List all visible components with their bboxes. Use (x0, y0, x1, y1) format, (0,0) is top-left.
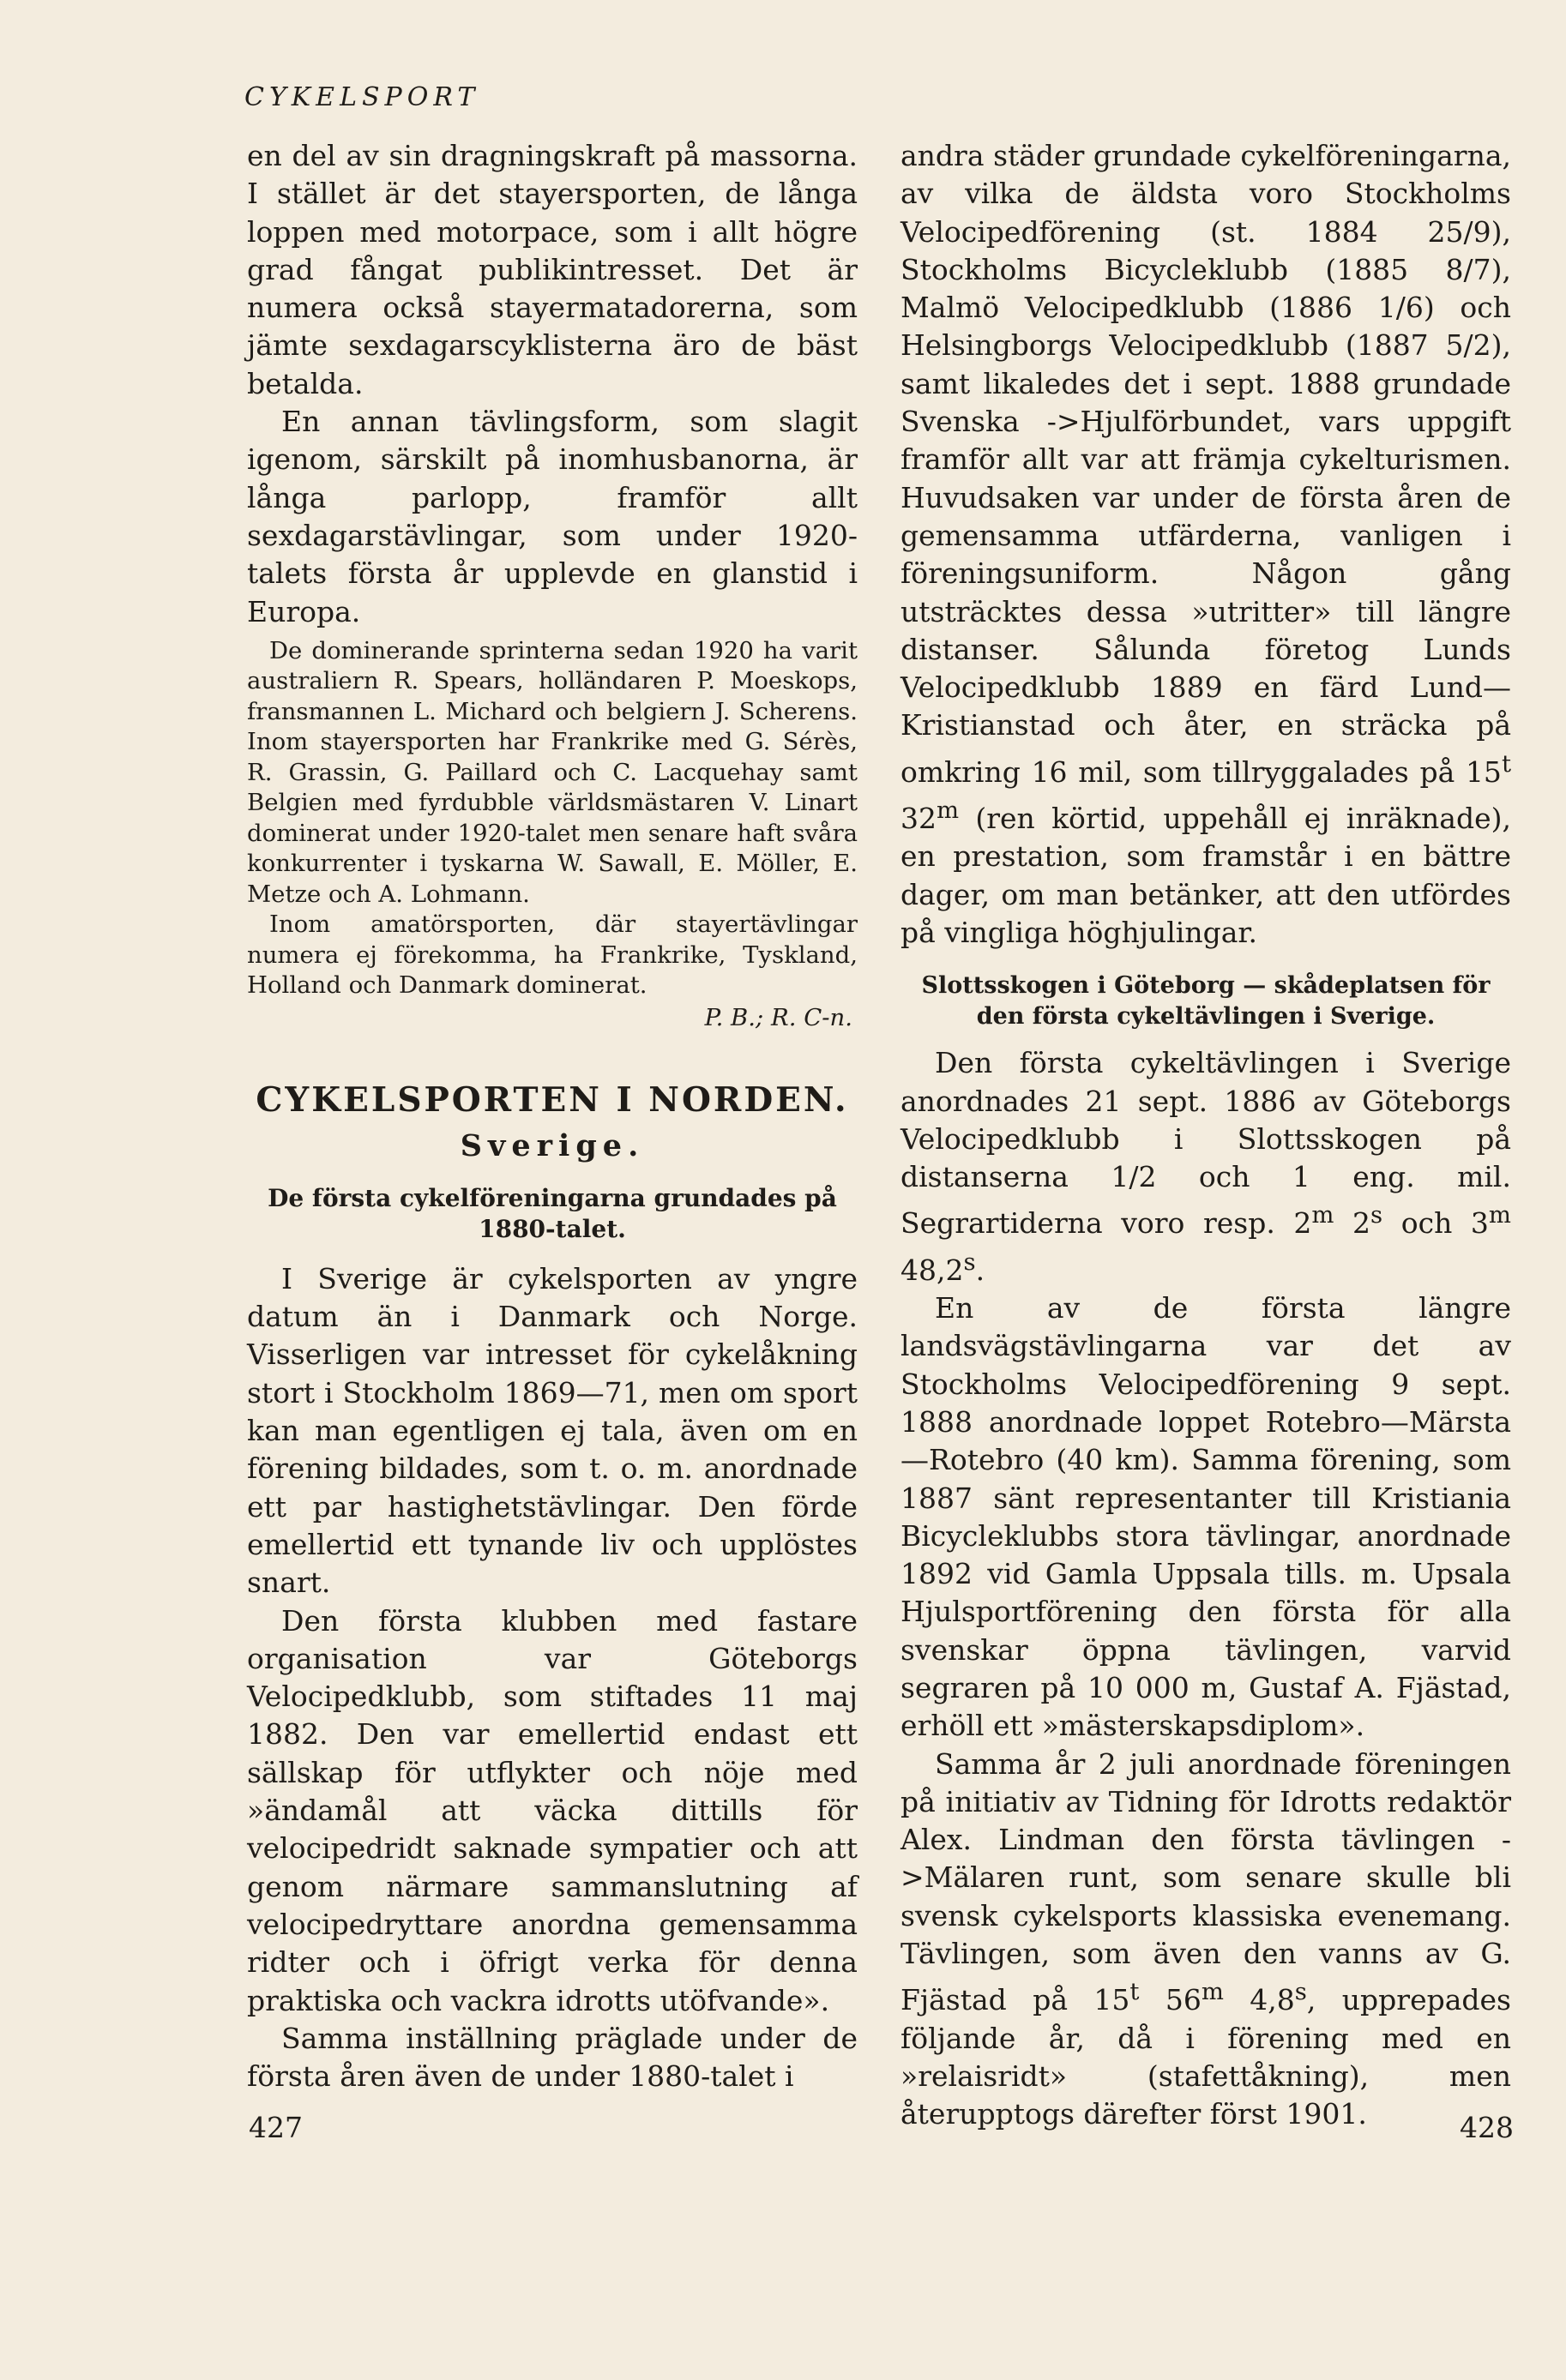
caption: Slottsskogen i Göteborg — skådeplatsen för den första cykeltävlingen i Sverige. (921, 972, 1491, 1031)
right-column (900, 137, 1511, 2134)
minor-heading: De första cykelföreningarna grundades på 1880-talet. (268, 1183, 837, 1243)
paragraph: En av de första längre landsvägstävlingarna var det av Stockholms Velocipedförening 9 sept. 1888 anordnade loppet Rotebro—Märsta—Rotebro (40 km). Samma förening, som 1887 sänt representanter till Kristiania Bicycleklubbs stora tävlingar, anordnade 1892 vid Gamla Uppsala tills. m. Upsala Hjulsportförening den första för alla svenskar öppna tävlingen, varvid segraren på 10 000 m, Gustaf A. Fjästad, erhöll ett »mästerskapsdiplom». (900, 1291, 1511, 1743)
signature: P. B.; R. C-n. (704, 1003, 852, 1031)
left-column (247, 137, 858, 2095)
paragraph: Den första klubben med fastare organisation var Göteborgs Velocipedklubb, som stiftades 11 maj 1882. Den var emellertid endast ett sällskap för utflykter och nöje med »ändamål att väcka dittills för velocipedridt saknade sympatier och att genom närmare sammanslutning af velocipedryttare anordna gemensamma ridter och i öfrigt verka för denna praktiska och vackra idrotts utöfvande». (247, 1603, 858, 2017)
paragraph: Samma inställning präglade under de första åren även de under 1880-talet i (247, 2021, 858, 2094)
paragraph: andra städer grundade cykelföreningarna, av vilka de äldsta voro Stockholms Velocipedförening (st. 1884 25/9), Stockholms Bicycleklubb (1885 8/7), Malmö Velocipedklubb (1886 1/6) och Helsingborgs Velocipedklubb (1887 5/2), samt likaledes det i sept. 1888 grundade Svenska ->Hjulförbundet, vars uppgift framför allt var att främja cykelturismen. Huvudsaken var under de första åren de gemensamma utfärderna, vanligen i föreningsuniform. Någon gång utsträcktes dessa »utritter» till längre distanser. Sålunda företog Lunds Velocipedklubb 1889 en färd Lund—Kristianstad och åter, en sträcka på omkring 16 mil, som tillryggalades på 15$^t$ 32$^m$ (ren körtid, uppehåll ej inräknade), en prestation, som framstår i en bättre dager, om man betänker, att den utfördes på vingliga höghjulingar. (900, 139, 1512, 949)
paragraph: I Sverige är cykelsporten av yngre datum än i Danmark och Norge. Visserligen var intresset för cykelåkning stort i Stockholm 1869—71, men om sport kan man egentligen ej tala, även om en förening bildades, som t. o. m. anordnade ett par hastighetstävlingar. Den förde emellertid ett tynande liv och upplöstes snart. (247, 1261, 858, 1600)
paragraph: Den första cykeltävlingen i Sverige anordnades 21 sept. 1886 av Göteborgs Velocipedklubb i Slottsskogen på distanserna 1/2 och 1 eng. mil. Segrartiderna voro resp. 2$^m$ 2$^s$ och 3$^m$ 48,2$^s$. (900, 1046, 1511, 1287)
paragraph: en del av sin dragningskraft på massorna. I stället är det stayersporten, de långa loppen med motorpace, som i allt högre grad fångat publikintresset. Det är numera också stayermatadorerna, som jämte sexdagarscyklisterna äro de bäst betalda. (247, 139, 858, 400)
page-number: 427 (249, 2111, 303, 2144)
page-number: 428 (1460, 2111, 1514, 2144)
running-head: CYKELSPORT (244, 82, 480, 112)
small-paragraph: Inom amatörsporten, där stayertävlingar numera ej förekomma, ha Frankrike, Tyskland, Holland och Danmark dominerat. (247, 911, 858, 1000)
paragraph: Samma år 2 juli anordnade föreningen på initiativ av Tidning för Idrotts redaktör Alex. Lindman den första tävlingen ->Mälaren runt, som senare skulle bli svensk cykelsports klassiska evenemang. Tävlingen, som även den vanns av G. Fjästad på 15$^t$ 56$^m$ 4,8$^s$, upprepades följande år, då i förening med en »relaisridt» (stafettåkning), men återupptogs därefter först 1901. (900, 1746, 1511, 2131)
subsection-heading: Sverige. (460, 1127, 645, 1163)
arrow-icon: -> (900, 1823, 1511, 1895)
section-heading: CYKELSPORTEN I NORDEN. (256, 1079, 849, 1120)
arrow-icon: -> (1046, 405, 1081, 439)
small-paragraph: De dominerande sprinterna sedan 1920 ha varit australiern R. Spears, holländaren P. Moeskops, fransmannen L. Michard och belgiern J. Scherens. Inom stayersporten har Frankrike med G. Sérès, R. Grassin, G. Paillard och C. Lacquehay samt Belgien med fyrdubble världsmästaren V. Linart dominerat under 1920-talet men senare haft svåra konkurrenter i tyskarna W. Sawall, E. Möller, E. Metze och A. Lohmann. (247, 636, 858, 908)
paragraph: En annan tävlingsform, som slagit igenom, särskilt på inomhusbanorna, är långa parlopp, framför allt sexdagarstävlingar, som under 1920-talets första år upplevde en glanstid i Europa. (247, 405, 858, 628)
